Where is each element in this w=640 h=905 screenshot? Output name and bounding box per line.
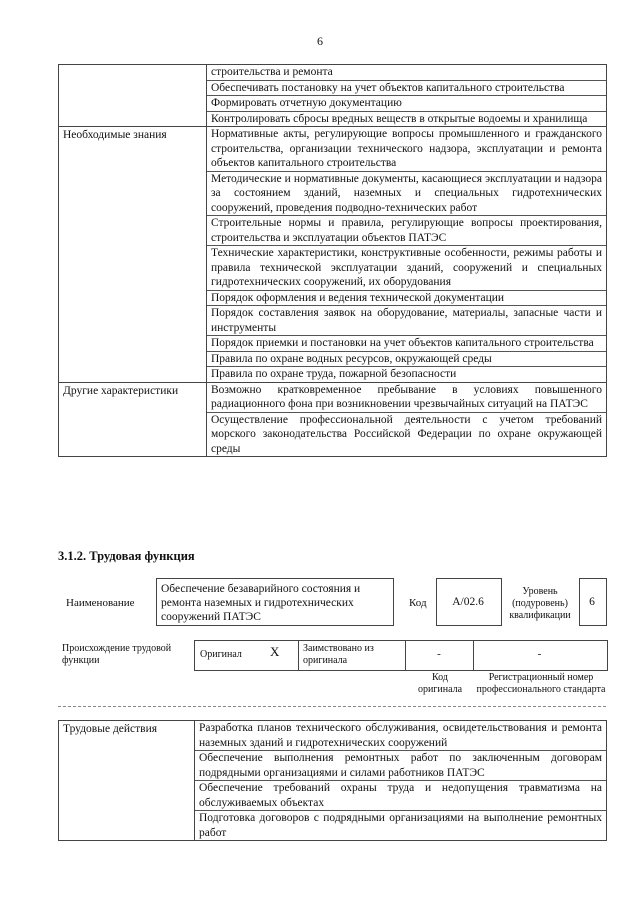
origin-reg-value: -: [537, 648, 542, 660]
knowledge-items-cell: [207, 127, 607, 383]
continued-row: [59, 65, 607, 127]
labor-actions-label: Трудовые действия: [59, 721, 195, 841]
other-item: Осуществление профессиональной деятельности с учетом требований морского законодательства Российской Федерации по охране окружающей среды: [211, 413, 602, 455]
competency-table: [58, 64, 607, 457]
other-item: Возможно кратковременное пребывание в условиях повышенного радиационного фона при возникновении чрезвычайных ситуаций на ПАТЭС: [207, 383, 606, 413]
name-label: Наименование: [66, 597, 135, 609]
labor-action-item: Разработка планов технического обслуживания, освидетельствования и ремонта наземных зданий и гидротехнических сооружений: [195, 721, 606, 751]
code-value: A/02.6: [452, 596, 484, 608]
ability-item: Формировать отчетную документацию: [207, 96, 606, 112]
original-mark: X: [270, 644, 280, 659]
other-row: [59, 382, 607, 457]
labor-action-item: Обеспечение требований охраны труда и недопущения травматизма на обслуживаемых объектах: [195, 781, 606, 811]
name-value: Обеспечение безаварийного состояния и ремонта наземных и гидротехнических сооружений ПАТЭС: [161, 583, 361, 623]
section-title: 3.1.2. Трудовая функция: [58, 549, 195, 563]
separator-line: [58, 706, 606, 707]
knowledge-row: [59, 127, 607, 383]
labor-actions-cell: [195, 721, 607, 841]
origin-divider-1: [298, 640, 299, 670]
knowledge-label: Необходимые знания: [59, 127, 207, 383]
labor-actions-table: [58, 720, 607, 841]
origin-code-value: -: [437, 648, 441, 660]
knowledge-item: Нормативные акты, регулирующие вопросы промышленного и гражданского строительства, организации технического надзора, эксплуатации и ремонта объектов капитального строительства: [207, 127, 606, 172]
page-number: 6: [317, 34, 323, 48]
knowledge-item: Методические и нормативные документы, касающиеся эксплуатации и надзора за состоянием зданий, наземных и специальных гидротехнических сооружений, проведения подводно-технических работ: [207, 172, 606, 217]
other-items-cell: [207, 382, 607, 457]
labor-action-item: Обеспечение выполнения ремонтных работ по заключенным договорам подрядными организациями и силами работников ПАТЭС: [195, 751, 606, 781]
ability-item: Обеспечивать постановку на учет объектов капитального строительства: [207, 81, 606, 97]
knowledge-item: Порядок составления заявок на оборудование, материалы, запасные части и инструменты: [207, 306, 606, 336]
ability-item: Контролировать сбросы вредных веществ в открытые водоемы и хранилища: [211, 112, 588, 125]
knowledge-item: Технические характеристики, конструктивные особенности, режимы работы и правила технической эксплуатации зданий, сооружений и специальных гидротехнических сооружений, их оборудования: [207, 246, 606, 291]
knowledge-item: Порядок оформления и ведения технической документации: [207, 291, 606, 307]
other-label: Другие характеристики: [59, 382, 207, 457]
continued-label-cell: [59, 65, 207, 127]
original-label: Оригинал: [200, 649, 242, 660]
borrowed-label: Заимствовано из оригинала: [303, 643, 374, 666]
continued-items-cell: [207, 65, 607, 127]
knowledge-item: Правила по охране водных ресурсов, окружающей среды: [207, 352, 606, 368]
code-label: Код: [409, 597, 427, 609]
ability-item: строительства и ремонта: [207, 65, 606, 81]
knowledge-item: Правила по охране труда, пожарной безопасности: [211, 368, 457, 380]
labor-actions-row: [59, 721, 607, 841]
reg-caption: Регистрационный номер профессионального стандарта: [476, 672, 606, 695]
level-value: 6: [589, 596, 595, 608]
knowledge-item: Строительные нормы и правила, регулирующие вопросы проектирования, строительства и эксплуатации объектов ПАТЭС: [207, 216, 606, 246]
knowledge-item: Порядок приемки и постановки на учет объектов капитального строительства: [207, 336, 606, 352]
level-label: Уровень (подуровень) квалификации: [509, 586, 571, 621]
code-caption: Код оригинала: [417, 672, 463, 695]
labor-action-item: Подготовка договоров с подрядными организациями на выполнение ремонтных работ: [199, 812, 602, 839]
origin-label: Происхождение трудовой функции: [62, 643, 172, 666]
